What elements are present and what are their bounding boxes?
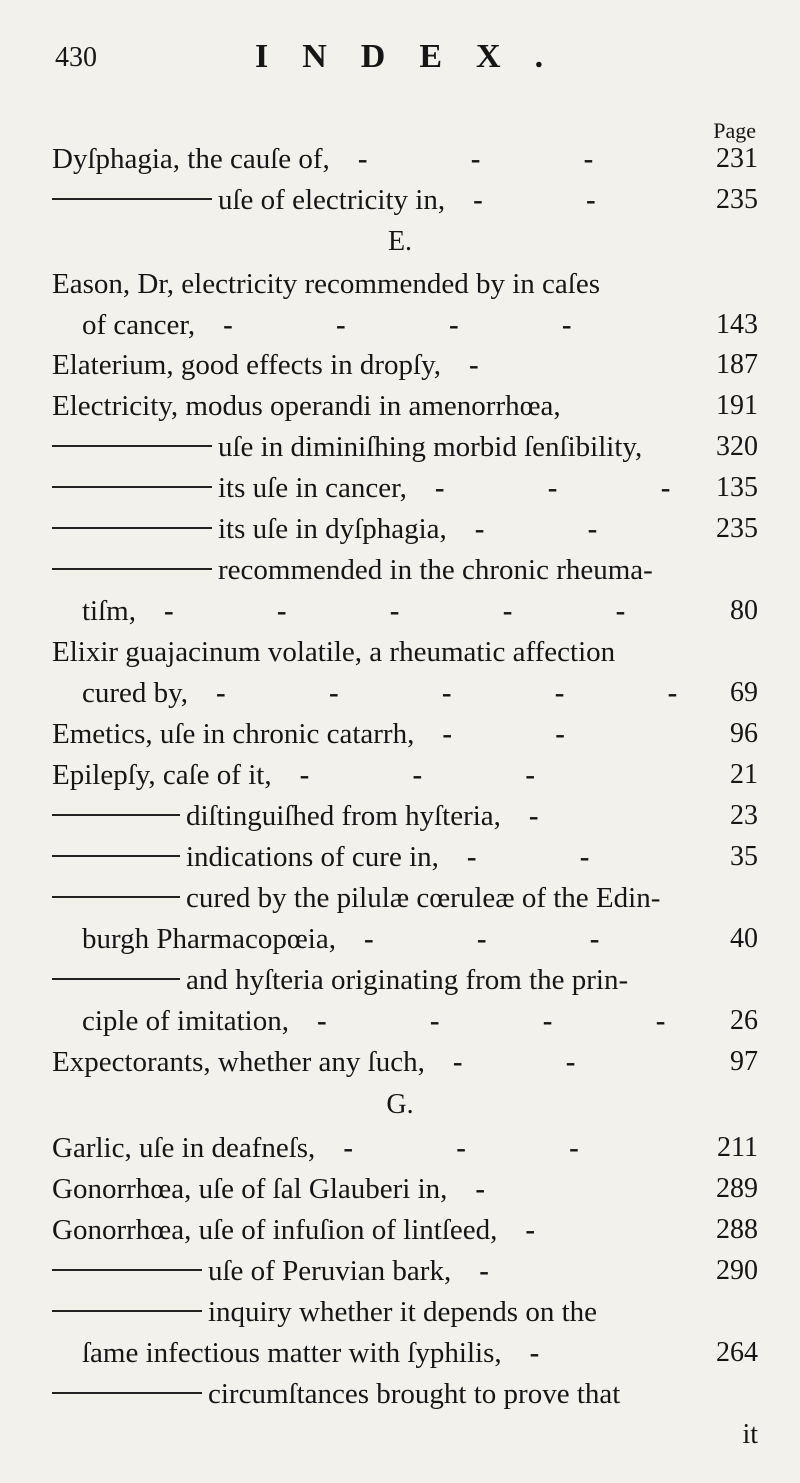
index-entry: Elixir guajacinum volatile, a rheumatic affection	[52, 636, 616, 668]
index-entry: Emetics, uſe in chronic catarrh, - - 96	[52, 718, 758, 750]
ditto-dash	[52, 445, 212, 447]
ditto-dash	[52, 486, 212, 488]
index-entry: of cancer, - - - - 143	[82, 309, 758, 341]
index-entry: cured by the pilulæ cœruleæ of the Edin-	[52, 878, 758, 918]
ditto-dash	[52, 198, 212, 200]
index-entry: Electricity, modus operandi in amenorrhœa, 191	[52, 390, 758, 422]
ditto-dash	[52, 896, 180, 898]
index-entry: it	[742, 1419, 758, 1450]
index-entry: its uſe in dyſphagia, - - 235	[52, 509, 758, 549]
page-number: 430	[55, 42, 97, 73]
index-entry: ciple of imitation, - - - - 26	[82, 1005, 758, 1037]
ditto-dash	[52, 527, 212, 529]
index-entry: circumſtances brought to prove that	[52, 1374, 758, 1414]
index-entry: recommended in the chronic rheuma-	[52, 550, 758, 590]
index-entry: uſe in diminiſhing morbid ſenſibility, 320	[52, 427, 758, 467]
index-entry: cured by, - - - - - 69	[82, 677, 758, 709]
ditto-dash	[52, 978, 180, 980]
index-entry: ſame infectious matter with ſyphilis, - 264	[82, 1337, 758, 1369]
index-entry: Gonorrhœa, uſe of infuſion of lintſeed, - 288	[52, 1214, 758, 1246]
index-entry: Gonorrhœa, uſe of ſal Glauberi in, - 289	[52, 1173, 758, 1205]
section-letter: E.	[387, 226, 413, 257]
index-entry: Expectorants, whether any ſuch, - - 97	[52, 1046, 758, 1078]
page-column-label: Page	[713, 118, 756, 143]
index-entry: Elaterium, good effects in dropſy, - 187	[52, 349, 758, 381]
page-title: INDEX.	[255, 38, 578, 75]
index-entry: uſe of electricity in, - - 235	[52, 180, 758, 220]
index-entry: Garlic, uſe in deafneſs, - - - 211	[52, 1132, 758, 1164]
ditto-dash	[52, 814, 180, 816]
ditto-dash	[52, 1310, 202, 1312]
index-entry: tiſm, - - - - - 80	[82, 595, 758, 627]
index-entry: indications of cure in, - - 35	[52, 837, 758, 877]
index-entry: uſe of Peruvian bark, - 290	[52, 1251, 758, 1291]
index-entry: its uſe in cancer, - - - 135	[52, 468, 758, 508]
index-entry: burgh Pharmacopœia, - - - 40	[82, 923, 758, 955]
ditto-dash	[52, 855, 180, 857]
index-entry: and hyſteria originating from the prin-	[52, 960, 758, 1000]
ditto-dash	[52, 1392, 202, 1394]
section-letter: G.	[386, 1089, 414, 1120]
index-entry: Eason, Dr, electricity recommended by in caſes	[52, 268, 601, 300]
index-entry: Epilepſy, caſe of it, - - - 21	[52, 759, 758, 791]
index-entry: inquiry whether it depends on the	[52, 1292, 758, 1332]
ditto-dash	[52, 568, 212, 570]
ditto-dash	[52, 1269, 202, 1271]
index-entry: Dyſphagia, the cauſe of, - - - 231	[52, 143, 758, 175]
index-entry: diſtinguiſhed from hyſteria, - 23	[52, 796, 758, 836]
